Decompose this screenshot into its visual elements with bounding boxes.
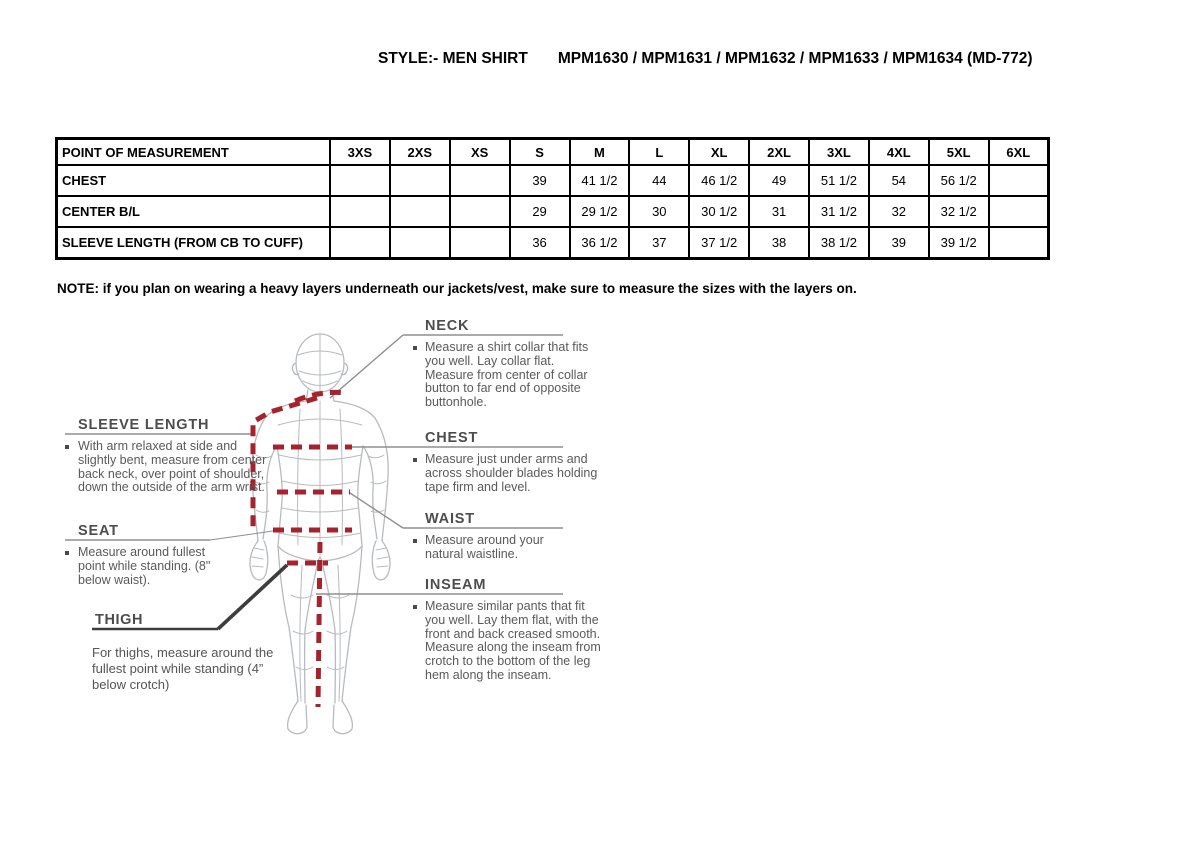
thigh-heading: THIGH (95, 612, 144, 628)
size-value-cell: 29 (510, 196, 570, 227)
table-row (57, 165, 1049, 196)
row-label: CHEST (57, 165, 331, 196)
column-header-size: S (510, 139, 570, 166)
size-value-cell (390, 165, 450, 196)
sleeve-length-heading: SLEEVE LENGTH (78, 417, 210, 433)
inseam-measure-line (318, 542, 320, 707)
column-header-size: 6XL (989, 139, 1049, 166)
neck-description: Measure a shirt collar that fits you well. Lay collar flat. Measure from center of collar button to far end of opposite buttonhole. (425, 340, 589, 410)
sleeve-length-description: With arm relaxed at side and slightly bent, measure from center back neck, over point of shoulder, down the outside of the arm wrist. (78, 439, 267, 495)
size-value-cell: 37 1/2 (689, 227, 749, 259)
neck-measure-line (295, 392, 347, 401)
size-value-cell: 29 1/2 (570, 196, 630, 227)
size-value-cell: 32 (869, 196, 929, 227)
row-label: CENTER B/L (57, 196, 331, 227)
waist-description: Measure around your natural waistline. (425, 533, 544, 561)
size-value-cell: 30 1/2 (689, 196, 749, 227)
column-header-size: 3XS (330, 139, 390, 166)
sleeve-length-label-block (65, 416, 268, 495)
neck-heading: NECK (425, 318, 470, 334)
column-header-size: XL (689, 139, 749, 166)
waist-heading: WAIST (425, 511, 475, 527)
size-value-cell: 44 (629, 165, 689, 196)
size-value-cell (330, 227, 390, 259)
size-value-cell: 39 (510, 165, 570, 196)
column-header-size: 5XL (929, 139, 989, 166)
column-header-size: L (629, 139, 689, 166)
square-bullet-icon (65, 445, 69, 449)
column-header-size: 3XL (809, 139, 869, 166)
size-table-header-row (57, 139, 1049, 166)
seat-description: Measure around fullest point while standing. (8" below waist). (78, 545, 211, 587)
column-header-size: 2XL (749, 139, 809, 166)
column-header-size: 2XS (390, 139, 450, 166)
column-header-size: M (570, 139, 630, 166)
size-value-cell (450, 227, 510, 259)
square-bullet-icon (413, 346, 417, 350)
size-value-cell (330, 165, 390, 196)
size-value-cell: 41 1/2 (570, 165, 630, 196)
chest-description: Measure just under arms and across shoulder blades holding tape firm and level. (425, 452, 598, 494)
waist-leader (350, 493, 403, 528)
neck-label-block (405, 317, 603, 410)
size-value-cell: 32 1/2 (929, 196, 989, 227)
thigh-description: For thighs, measure around the fullest point while standing (4” below crotch) (92, 645, 274, 692)
column-header-measurement: POINT OF MEASUREMENT (57, 139, 331, 166)
measurement-diagram (55, 305, 635, 765)
style-codes: MPM1630 / MPM1631 / MPM1632 / MPM1633 / MPM1634 (MD-772) (557, 50, 1033, 67)
size-value-cell: 30 (629, 196, 689, 227)
size-value-cell (390, 227, 450, 259)
size-value-cell (450, 196, 510, 227)
size-value-cell (989, 165, 1049, 196)
size-value-cell: 54 (869, 165, 929, 196)
size-value-cell: 49 (749, 165, 809, 196)
square-bullet-icon (413, 458, 417, 462)
seat-heading: SEAT (78, 523, 119, 539)
square-bullet-icon (413, 605, 417, 609)
chest-heading: CHEST (425, 430, 479, 446)
size-value-cell: 51 1/2 (809, 165, 869, 196)
size-table-container (55, 137, 1050, 260)
row-label: SLEEVE LENGTH (FROM CB TO CUFF) (57, 227, 331, 259)
size-value-cell (330, 196, 390, 227)
chest-label-block (405, 429, 603, 494)
column-header-size: XS (450, 139, 510, 166)
note-text: NOTE: if you plan on wearing a heavy layers underneath our jackets/vest, make sure to measure the sizes with the layers on. (57, 281, 857, 296)
size-value-cell: 38 1/2 (809, 227, 869, 259)
size-value-cell: 31 (749, 196, 809, 227)
size-value-cell (989, 227, 1049, 259)
size-value-cell: 39 1/2 (929, 227, 989, 259)
size-value-cell: 56 1/2 (929, 165, 989, 196)
inseam-label-block (405, 576, 603, 683)
inseam-description: Measure similar pants that fit you well. Lay them flat, with the front and back creased smooth. Measure along the inseam from crotch to the bottom of the leg hem along the inseam. (425, 599, 601, 682)
size-table-body (57, 165, 1049, 259)
table-row (57, 227, 1049, 259)
square-bullet-icon (413, 539, 417, 543)
seat-label-block (65, 522, 226, 587)
size-table (55, 137, 1050, 260)
inseam-heading: INSEAM (425, 577, 487, 593)
size-value-cell: 36 (510, 227, 570, 259)
size-value-cell: 39 (869, 227, 929, 259)
size-value-cell: 46 1/2 (689, 165, 749, 196)
size-value-cell: 31 1/2 (809, 196, 869, 227)
size-value-cell (450, 165, 510, 196)
style-label: STYLE:- MEN SHIRT (378, 50, 528, 67)
size-value-cell: 36 1/2 (570, 227, 630, 259)
thigh-label-block (92, 611, 277, 693)
size-value-cell: 37 (629, 227, 689, 259)
document-title (378, 50, 1033, 68)
neck-leader (330, 335, 403, 398)
column-header-size: 4XL (869, 139, 929, 166)
waist-label-block (405, 510, 575, 562)
size-value-cell (390, 196, 450, 227)
size-value-cell (989, 196, 1049, 227)
square-bullet-icon (65, 551, 69, 555)
size-value-cell: 38 (749, 227, 809, 259)
table-row (57, 196, 1049, 227)
